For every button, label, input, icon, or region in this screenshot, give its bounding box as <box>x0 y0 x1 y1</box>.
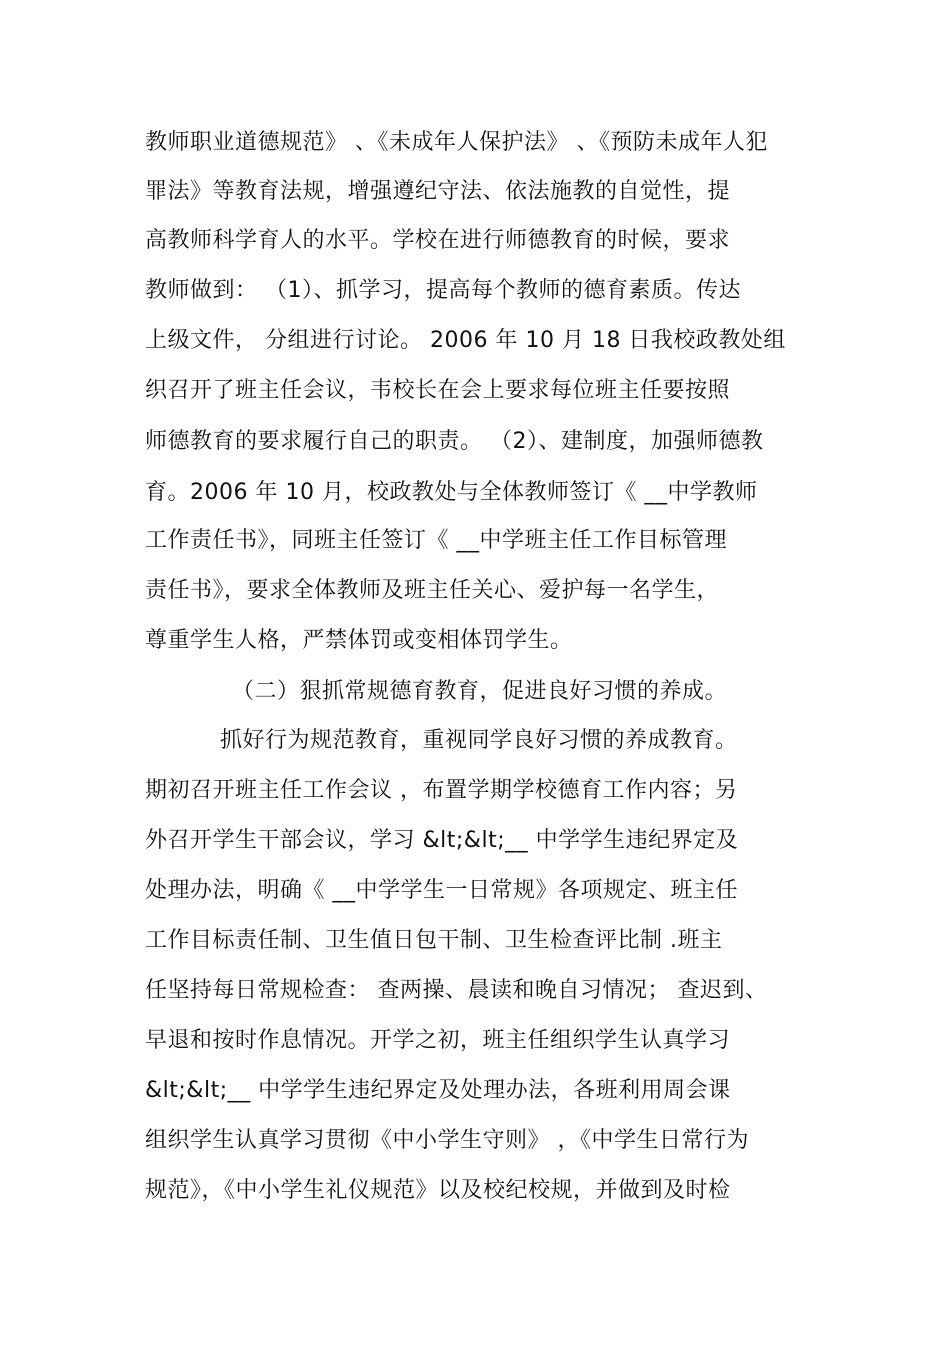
paragraph-first-line: 抓好行为规范教育，重视同学良好习惯的养成教育。 <box>220 728 738 753</box>
text-line: &lt;&lt;__ 中学学生违纪界定及处理办法，各班利用周会课 <box>145 1078 731 1103</box>
text-line: 高教师科学育人的水平。学校在进行师德教育的时候，要求 <box>145 228 731 253</box>
text-line: 织召开了班主任会议，韦校长在会上要求每位班主任要按照 <box>145 378 731 403</box>
text-line: 责任书》，要求全体教师及班主任关心、爱护每一名学生， <box>145 578 720 603</box>
text-line: 工作责任书》，同班主任签订《 __中学班主任工作目标管理 <box>145 528 727 553</box>
text-line: 任坚持每日常规检查： 查两操、晨读和晚自习情况； 查迟到、 <box>145 978 768 1003</box>
text-line: 尊重学生人格，严禁体罚或变相体罚学生。 <box>145 628 573 653</box>
text-line: 组织学生认真学习贯彻《中小学生守则》 ，《中学生日常行为 <box>145 1128 749 1153</box>
text-line: 工作目标责任制、卫生值日包干制、卫生检查评比制 .班主 <box>145 928 723 953</box>
text-line: 师德教育的要求履行自己的职责。 （2）、建制度，加强师德教 <box>145 429 764 454</box>
text-line: 外召开学生干部会议，学习 &lt;&lt;__ 中学学生违纪界定及 <box>145 828 739 853</box>
text-line: 罪法》等教育法规，增强遵纪守法、依法施教的自觉性，提 <box>145 179 731 204</box>
section-heading: （二）狠抓常规德育教育，促进良好习惯的养成。 <box>232 679 728 704</box>
text-line: 早退和按时作息情况。开学之初，班主任组织学生认真学习 <box>145 1028 731 1053</box>
text-line: 教师做到： （1）、抓学习，提高每个教师的德育素质。传达 <box>145 278 741 303</box>
text-line: 规范》，《中小学生礼仪规范》以及校纪校规，并做到及时检 <box>145 1178 731 1203</box>
text-line: 上级文件， 分组进行讨论。 2006 年 10 月 18 日我校政教处组 <box>145 328 786 353</box>
text-line: 教师职业道德规范》 、《未成年人保护法》 、《预防未成年人犯 <box>145 130 768 155</box>
text-line: 育。2006 年 10 月，校政教处与全体教师签订《 __中学教师 <box>145 480 758 505</box>
text-line: 期初召开班主任工作会议 ，布置学期学校德育工作内容；另 <box>145 778 738 803</box>
text-line: 处理办法，明确《 __中学学生一日常规》各项规定、班主任 <box>145 878 738 903</box>
